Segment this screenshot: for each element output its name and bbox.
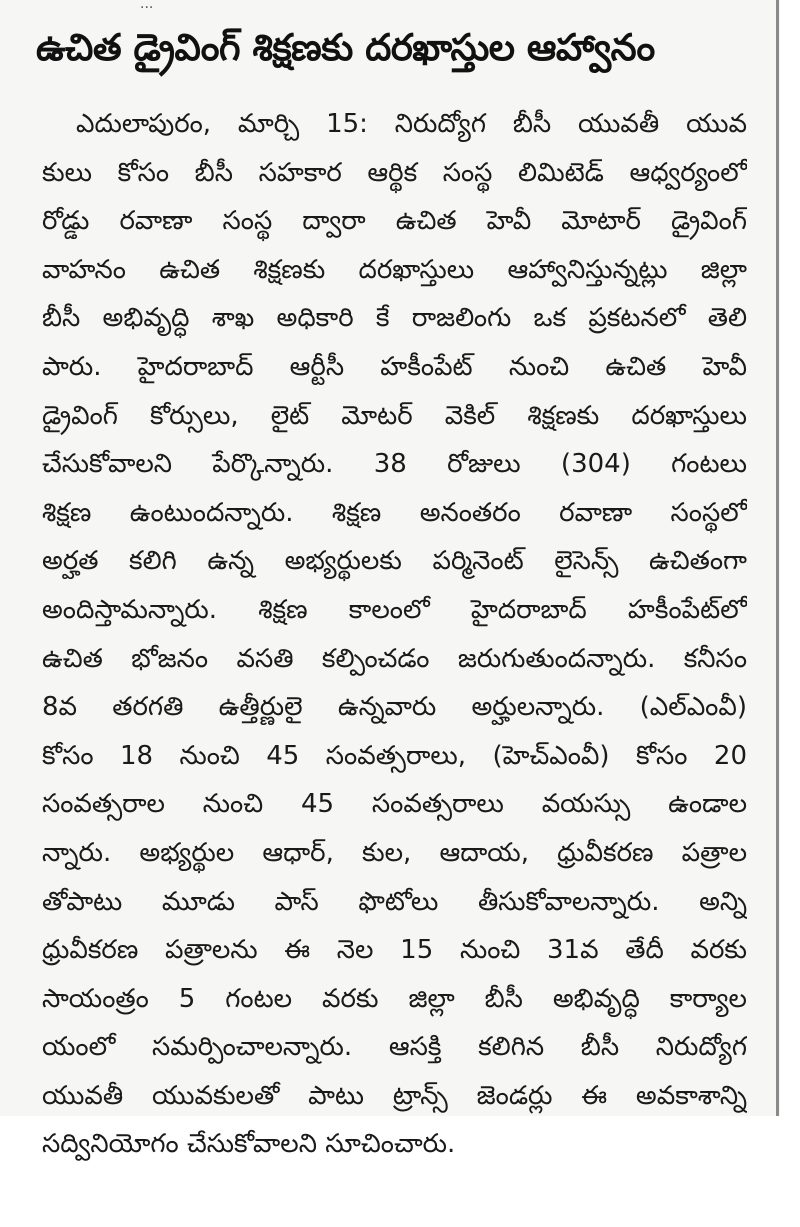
body-line: యంలో సమర్పించాలన్నారు. ఆసక్తి కలిగిన బీసీ నిరుద్యోగ: [42, 1032, 747, 1063]
body-line: 8వ తరగతి ఉత్తీర్ణులై ఉన్నవారు అర్హులన్నారు. (ఎల్ఎంవీ): [42, 692, 747, 723]
body-line: కులు కోసం బీసీ సహకార ఆర్థిక సంస్థ లిమిటెడ్ ఆధ్వర్యంలో: [42, 157, 747, 188]
body-line: సంవత్సరాల నుంచి 45 సంవత్సరాలు వయస్సు ఉండాల: [42, 789, 747, 820]
body-line: శిక్షణ ఉంటుందన్నారు. శిక్షణ అనంతరం రవాణా సంస్థలో: [42, 497, 747, 528]
body-line: వాహనం ఉచిత శిక్షణకు దరఖాస్తులు ఆహ్వానిస్తున్నట్లు జిల్లా: [42, 254, 747, 285]
body-line: సద్వినియోగం చేసుకోవాలని సూచించారు.: [42, 1129, 456, 1160]
body-line: పారు. హైదరాబాద్ ఆర్టీసీ హకీంపేట్ నుంచి ఉచిత హెవీ: [42, 351, 747, 382]
body-line: యువతీ యువకులతో పాటు ట్రాన్స్ జెండర్లు ఈ అవకాశాన్ని: [42, 1080, 747, 1111]
body-line: సాయంత్రం 5 గంటల వరకు జిల్లా బీసీ అభివృద్ధి కార్యాల: [42, 983, 747, 1014]
article-body: [42, 100, 747, 1169]
column-rule: [776, 0, 779, 1116]
body-line: తోపాటు మూడు పాస్ ఫొటోలు తీసుకోవాలన్నారు. అన్ని: [42, 886, 747, 917]
dateline-remnant: ...: [140, 0, 154, 12]
body-line: డ్రైవింగ్ కోర్సులు, లైట్ మోటర్ వెకిల్ శిక్షణకు దరఖాస్తులు: [42, 400, 747, 431]
article-headline: ఉచిత డ్రైవింగ్ శిక్షణకు దరఖాస్తుల ఆహ్వానం: [36, 26, 655, 69]
body-line: అర్హత కలిగి ఉన్న అభ్యర్థులకు పర్మినెంట్ లైసెన్స్ ఉచితంగా: [42, 546, 747, 577]
body-line: కోసం 18 నుంచి 45 సంవత్సరాలు, (హెచ్ఎంవీ) కోసం 20: [42, 740, 747, 771]
body-line: న్నారు. అభ్యర్థుల ఆధార్, కుల, ఆదాయ, ధ్రువీకరణ పత్రాల: [42, 837, 747, 868]
body-line: అందిస్తామన్నారు. శిక్షణ కాలంలో హైదరాబాద్ హకీంపేట్‌లో: [42, 594, 747, 625]
body-line: బీసీ అభివృద్ధి శాఖ అధికారి కే రాజలింగు ఒక ప్రకటనలో తెలి: [42, 303, 747, 334]
body-line: రోడ్డు రవాణా సంస్థ ద్వారా ఉచిత హెవీ మోటార్ డ్రైవింగ్: [42, 206, 747, 237]
body-line: ఉచిత భోజనం వసతి కల్పించడం జరుగుతుందన్నారు. కనీసం: [42, 643, 747, 674]
body-line: ఎదులాపురం, మార్చి 15: నిరుద్యోగ బీసీ యువతీ యువ: [76, 109, 747, 139]
body-line: చేసుకోవాలని పేర్కొన్నారు. 38 రోజులు (304) గంటలు: [42, 449, 747, 480]
body-line: ధ్రువీకరణ పత్రాలను ఈ నెల 15 నుంచి 31వ తేదీ వరకు: [42, 935, 747, 966]
